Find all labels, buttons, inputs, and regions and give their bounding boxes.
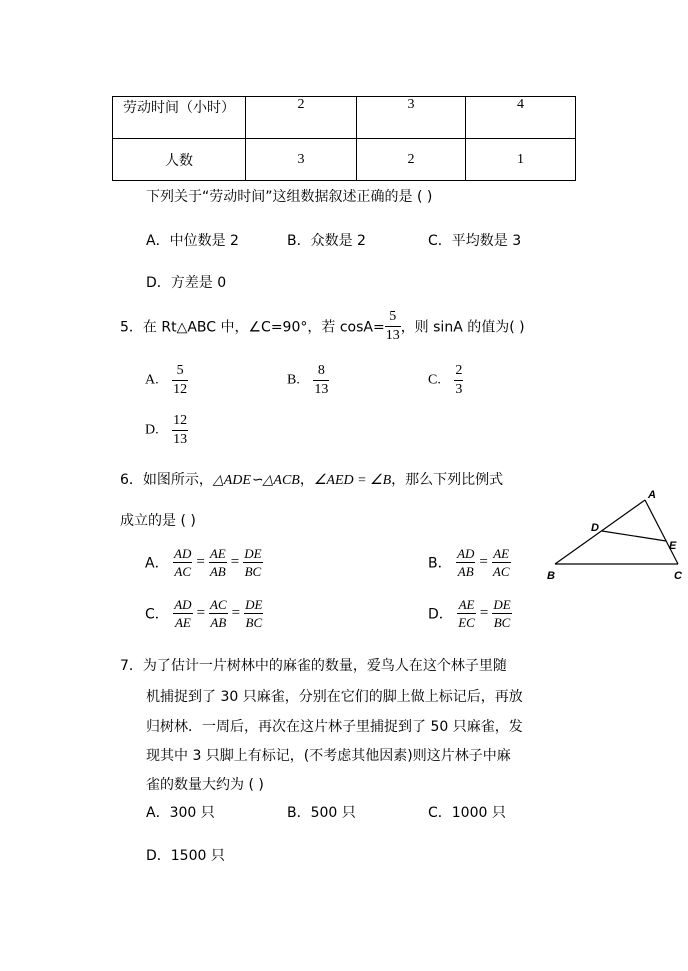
- table-cell: 2: [246, 97, 357, 139]
- triangle-figure: [540, 484, 688, 584]
- q5-option-d: D. $\frac{12}{13}$: [145, 413, 188, 447]
- q6-stem-line2: 成立的是 ( ): [120, 513, 196, 529]
- q7-line4: 现其中 3 只脚上有标记，(不考虑其他因素)则这片林子中麻: [146, 748, 511, 764]
- table-row: [113, 139, 576, 181]
- q5-option-b-fraction: $\frac{8}{13}$: [314, 363, 329, 397]
- vertex-label-d: D: [591, 522, 599, 534]
- vertex-label-b: B: [547, 570, 555, 582]
- segment-ba: [555, 500, 645, 564]
- fraction: $\frac{DE}{BC}$: [245, 597, 263, 630]
- q6-stem-line1: 6．如图所示，△ADE∽△ACB，∠AED = ∠B，那么下列比例式: [120, 472, 504, 488]
- q4-option-a: A．中位数是 2: [146, 233, 239, 249]
- q4-option-d: D．方差是 0: [146, 275, 227, 291]
- table-cell: 1: [466, 139, 576, 181]
- segment-de: [602, 531, 666, 541]
- table-cell: 4: [466, 97, 576, 139]
- q7-line1: 7．为了估计一片树林中的麻雀的数量，爱鸟人在这个林子里随: [120, 658, 507, 674]
- vertex-label-e: E: [669, 540, 677, 552]
- table-cell: 2: [357, 139, 466, 181]
- fraction: $\frac{AD}{AC}$: [174, 546, 192, 579]
- fraction: $\frac{AC}{AB}$: [210, 597, 227, 630]
- q6-option-a: A． $\frac{AD}{AC}$ = $\frac{AE}{AB}$ = $\frac{DE}{BC}$: [145, 546, 262, 579]
- q7-line3: 归树林．一周后，再次在这片林子里捕捉到了 50 只麻雀，发: [146, 719, 523, 735]
- table-header-cell: 人数: [113, 139, 246, 181]
- vertex-label-c: C: [674, 570, 682, 582]
- q5-option-a: A. $\frac{5}{12}$: [145, 363, 188, 397]
- q4-option-c: C．平均数是 3: [428, 233, 522, 249]
- fraction: $\frac{AD}{AB}$: [457, 546, 475, 579]
- q4-stem: 下列关于“劳动时间”这组数据叙述正确的是 ( ): [146, 189, 433, 205]
- q6-option-d: D． $\frac{AE}{EC}$ = $\frac{DE}{BC}$: [428, 597, 511, 630]
- q7-line5: 雀的数量大约为 ( ): [146, 777, 264, 793]
- q5-option-d-fraction: $\frac{12}{13}$: [173, 413, 188, 447]
- q7-option-a: A．300 只: [146, 805, 215, 821]
- fraction: $\frac{AD}{AE}$: [174, 597, 192, 630]
- q5-option-c-fraction: $\frac{2}{3}$: [455, 363, 463, 397]
- q5-option-c: C. $\frac{2}{3}$: [428, 363, 463, 397]
- fraction: $\frac{DE}{BC}$: [244, 546, 262, 579]
- q5-stem: [120, 310, 525, 343]
- table-cell: 3: [357, 97, 466, 139]
- q7-option-d: D．1500 只: [146, 848, 225, 864]
- segment-ac: [645, 500, 678, 564]
- table-cell: 3: [246, 139, 357, 181]
- fraction: $\frac{AE}{EC}$: [458, 597, 475, 630]
- table-row: [113, 97, 576, 139]
- fraction: $\frac{AE}{AB}$: [209, 546, 226, 579]
- q5-stem-post: ，则 sinA 的值为( ): [400, 319, 525, 336]
- q6-similar-triangles: △ADE∽△ACB: [212, 473, 300, 488]
- q5-cos-fraction: $\frac{5}{13}$: [385, 309, 400, 343]
- q5-option-a-fraction: $\frac{5}{12}$: [173, 363, 188, 397]
- fraction: $\frac{AE}{AC}$: [492, 546, 510, 579]
- table-header-cell: 劳动时间（小时）: [113, 97, 246, 139]
- q7-option-c: C．1000 只: [428, 805, 506, 821]
- q6-option-c: C． $\frac{AD}{AE}$ = $\frac{AC}{AB}$ = $\frac{DE}{BC}$: [145, 597, 263, 630]
- q7-line2: 机捕捉到了 30 只麻雀，分别在它们的脚上做上标记后，再放: [146, 689, 523, 705]
- q5-stem-pre: 5．在 Rt△ABC 中，∠C=90°，若 cosA=: [120, 319, 385, 336]
- q7-option-b: B．500 只: [287, 805, 356, 821]
- labor-time-table: [112, 96, 576, 181]
- q4-option-b: B．众数是 2: [287, 233, 366, 249]
- fraction: $\frac{DE}{BC}$: [493, 597, 511, 630]
- q6-angle-equality: ∠AED = ∠B: [313, 473, 392, 488]
- q5-option-b: B. $\frac{8}{13}$: [287, 363, 329, 397]
- vertex-label-a: A: [648, 489, 656, 501]
- q6-option-b: B． $\frac{AD}{AB}$ = $\frac{AE}{AC}$: [428, 546, 510, 579]
